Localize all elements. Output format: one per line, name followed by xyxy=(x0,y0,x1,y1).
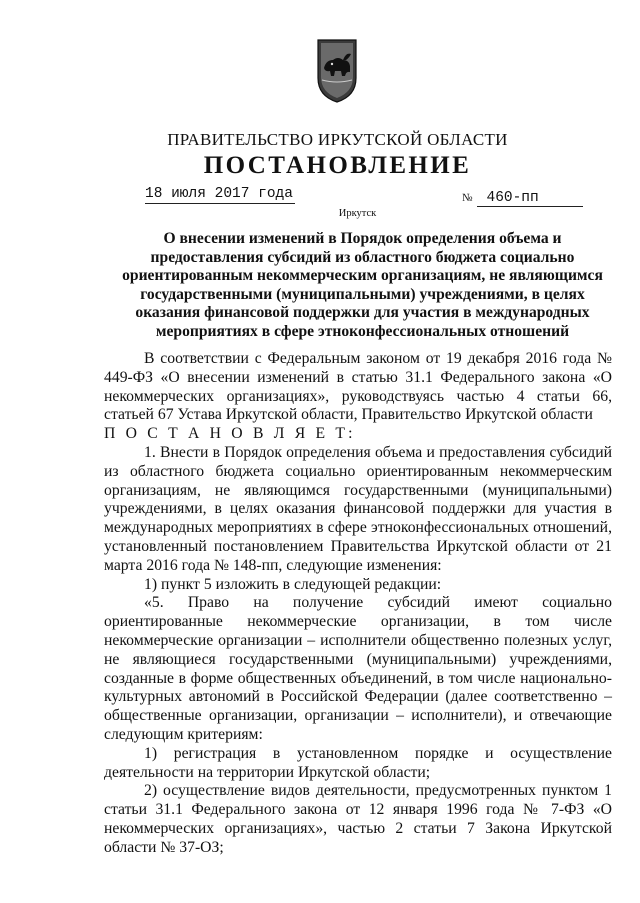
resolves-line: П О С Т А Н О В Л Я Е Т: xyxy=(104,425,356,443)
document-heading: О внесении изменений в Порядок определения объема и предоставления субсидий из областного бюджета социально ориентированным некоммерческим организациям, не являющимся государственными (муниципальными) учреждениями, в целях оказания финансовой поддержки для участия в международных мероприятиях в сфере этноконфессиональных отношений xyxy=(122,230,603,340)
document-city: Иркутск xyxy=(338,208,377,219)
document-type-title: ПОСТАНОВЛЕНИЕ xyxy=(203,152,472,179)
point-5-paragraph: «5. Право на получение субсидий имеют социально ориентированные некоммерческие организации, в том числе некоммерческие организации – исполнители общественно полезных услуг, не являющиеся государственными (муниципальными) учреждениями, созданные в форме общественных объединений, в том числе национально-культурных автономий в Российской Федерации (далее соответственно – общественные организации, организации – исполнители), и отвечающие следующим критериям: xyxy=(104,594,612,743)
subitem-1-paragraph: 1) пункт 5 изложить в следующей редакции: xyxy=(144,575,442,593)
document-date: 18 июля 2017 года xyxy=(145,186,293,202)
document-number-block xyxy=(462,190,583,207)
document-number: 460-пп xyxy=(477,190,583,207)
number-sign: № xyxy=(462,192,473,204)
preamble-paragraph: В соответствии с Федеральным законом от 19 декабря 2016 года № 449-ФЗ «О внесении изменений в статью 31.1 Федерального закона «О некоммерческих организациях», руководствуясь частью 4 статьи 66, статьей 67 Устава Иркутской области, Правительство Иркутской области xyxy=(104,350,612,424)
item-1-paragraph: 1. Внести в Порядок определения объема и предоставления субсидий из областного бюджета социально ориентированным некоммерческим организациям, не являющимся государственными (муниципальными) учреждениями, в целях оказания финансовой поддержки для участия в международных мероприятиях в сфере этноконфессиональных отношений, установленный постановлением Правительства Иркутской области от 21 марта 2016 года № 148-пп, следующие изменения: xyxy=(104,443,612,574)
criterion-2-paragraph: 2) осуществление видов деятельности, предусмотренных пунктом 1 статьи 31.1 Федерального закона от 12 января 1996 года № 7-ФЗ «О некоммерческих организациях», частью 2 статьи 7 Закона Иркутской области № 37-ОЗ; xyxy=(104,782,612,856)
document-body xyxy=(104,350,612,858)
government-title: ПРАВИТЕЛЬСТВО ИРКУТСКОЙ ОБЛАСТИ xyxy=(167,130,508,149)
criterion-1-paragraph: 1) регистрация в установленном порядке и осуществление деятельности на территории Иркутской области; xyxy=(104,744,612,781)
irkutsk-coat-of-arms-icon xyxy=(316,38,358,104)
